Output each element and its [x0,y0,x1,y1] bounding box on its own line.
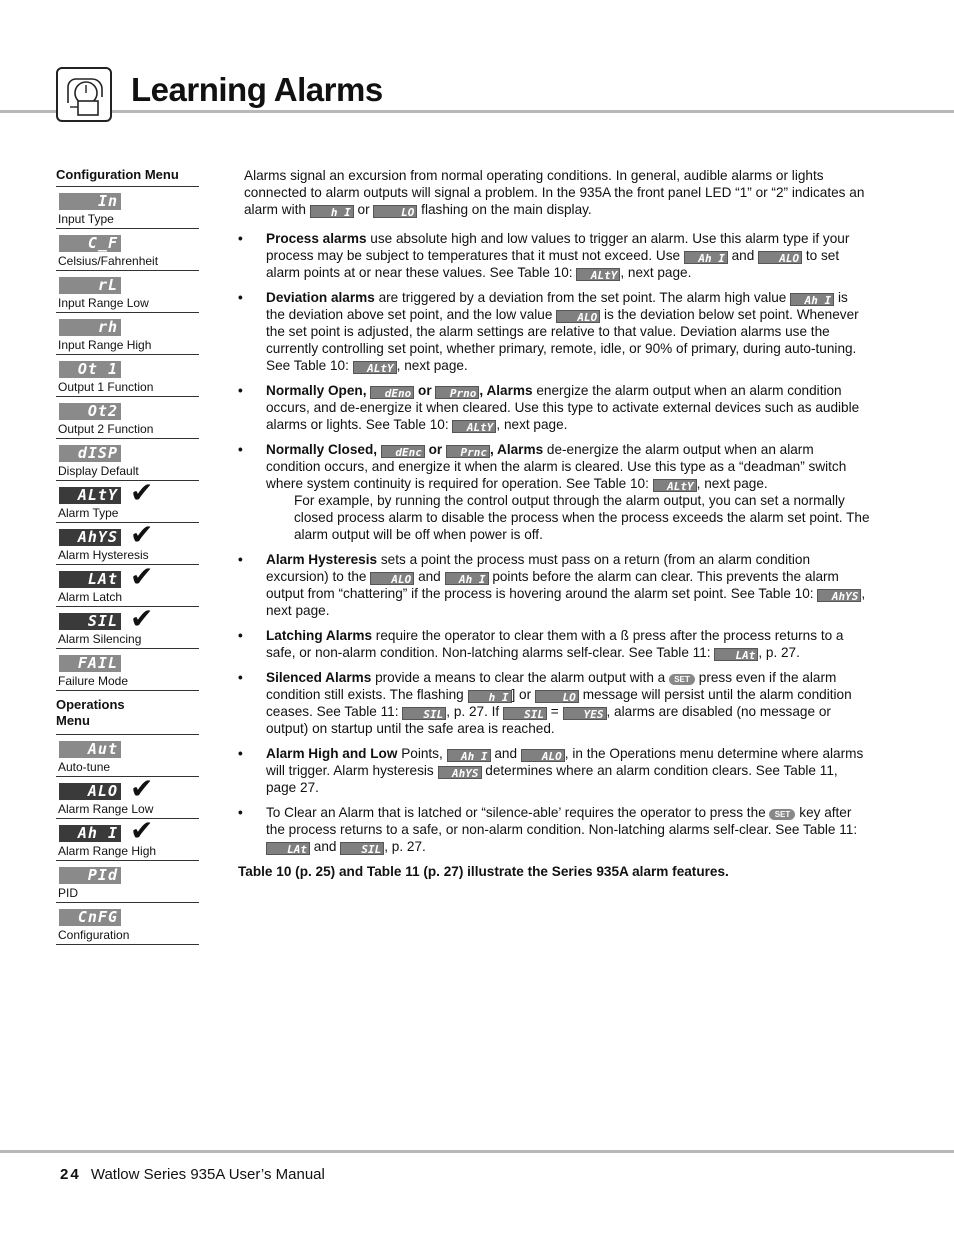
bullet-latching: • Latching Alarms require the operator to clear them with a ß press after the process returns to a safe, or non-alarm condition. Non-latching alarms self-clear. See Table 11: LAt , p. 27. [238,627,870,661]
checkmark-icon: ✔ [130,773,154,804]
example-paragraph: For example, by running the control output through the alarm output, you can set a normally closed process alarm to disable the process when the process exceeds the alarm set point. The alarm output will be off when power is off. [294,493,870,542]
checkmark-icon: ✔ [130,519,154,550]
lcd-code: ALO [59,783,121,800]
sidebar-item-label: Alarm Silencing [58,632,142,646]
ops-menu-heading: Operations Menu [56,697,125,728]
lcd-hi: h I [468,690,512,703]
sidebar-item [56,815,199,861]
lcd-code: Ah I [59,825,121,842]
sidebar-item-label: Display Default [58,464,139,478]
lcd-sil: SIL [340,842,384,855]
lcd-ahi: Ah I [790,293,834,306]
sidebar-item [56,649,199,691]
lcd-sil: SIL [503,707,547,720]
lcd-ahi: Ah I [447,749,491,762]
lcd-code: FAIL [59,655,121,672]
checkmark-icon: ✔ [130,561,154,592]
lcd-code: rh [59,319,121,336]
sidebar-item [56,271,199,313]
lcd-code: rL [59,277,121,294]
page-number: 24 [60,1166,81,1183]
lcd-code: In [59,193,121,210]
lcd-prno: Prno [435,386,479,399]
lcd-code: CnFG [59,909,121,926]
sidebar-item [56,439,199,481]
alarm-bell-icon [56,67,112,122]
sidebar-item [56,735,199,777]
sidebar-item-label: Output 2 Function [58,422,154,436]
lcd-code: dISP [59,445,121,462]
checkmark-icon: ✔ [130,477,154,508]
lcd-ahys: AhYS [438,766,482,779]
footer-title: Watlow Series 935A User’s Manual [90,1166,325,1183]
sidebar-item-label: Input Type [58,212,114,226]
bullet-normally-closed: • Normally Closed, dEnc or Prnc , Alarms de-energize the alarm output when an alarm condition occurs, and energize it when the alarm is cleared. Use this type as a “deadman” switch where system continuity is required for operation. See Table 10: ALtY , next page. For example, by running the control output through the alarm output, you can set a normally closed process alarm to disable the process when the process exceeds the alarm set point. The alarm output will be off when power is off. [238,441,870,543]
sidebar-item [56,477,199,523]
page-footer [60,1166,325,1183]
sidebar-item [56,397,199,439]
ops-menu-list [56,735,199,945]
sidebar-item-label: Celsius/Fahrenheit [58,254,159,268]
checkmark-icon: ✔ [130,815,154,846]
lcd-code: SIL [59,613,121,630]
sidebar-item-label: Auto-tune [58,760,111,774]
sidebar-item [56,603,199,649]
lcd-lo: LO [535,690,579,703]
lcd-code: ALtY [59,487,121,504]
sidebar-item-label: Configuration [58,928,130,942]
sidebar-item-label: Alarm Range High [58,844,157,858]
lcd-ahi: Ah I [445,572,489,585]
lcd-alo: ALO [758,251,802,264]
lcd-lat: LAt [714,648,758,661]
bullet-normally-open: • Normally Open, dEno or Prno , Alarms energize the alarm output when an alarm condition occurs, and de-energize it when cleared. Use this type to activate external devices such as audible alarms or lights. See Table 10: ALtY , next page. [238,382,870,433]
bullet-hysteresis: • Alarm Hysteresis sets a point the process must pass on a return (from an alarm condition excursion) to the ALO and Ah I points before the alarm can clear. This prevents the alarm output from “chattering” if the process is hovering around the alarm set point. See Table 10: AhYS , next page. [238,551,870,619]
lcd-denc: dEnc [381,445,425,458]
sidebar-item [56,903,199,945]
set-key-icon: SET [769,809,795,820]
lcd-prnc: Prnc [446,445,490,458]
lcd-alo: ALO [556,310,600,323]
alarm-bullets [238,230,870,855]
sidebar-item [56,773,199,819]
sidebar-item-label: PID [58,886,79,900]
sidebar-item [56,229,199,271]
lcd-hi: h I [310,205,354,218]
sidebar-item-label: Alarm Hysteresis [58,548,149,562]
config-menu-list [56,187,199,691]
lcd-sil: SIL [402,707,446,720]
lcd-code: PId [59,867,121,884]
sidebar-item [56,861,199,903]
lcd-code: LAt [59,571,121,588]
sidebar-item [56,561,199,607]
intro-paragraph: Alarms signal an excursion from normal operating conditions. In general, audible alarms or lights connected to alarm outputs will signal a problem. In the 935A the front panel LED “1” or “2” indicates an alarm with h I or LO flashing on the main display. [244,168,865,219]
sidebar-item-label: Input Range High [58,338,152,352]
lcd-ahys: AhYS [817,589,861,602]
menu-sidebar [56,167,199,945]
header-rule [0,110,954,113]
lcd-alty: ALtY [452,420,496,433]
sidebar-item-label: Output 1 Function [58,380,154,394]
lcd-alty: ALtY [353,361,397,374]
sidebar-item-label: Input Range Low [58,296,149,310]
lcd-ahi: Ah I [684,251,728,264]
sidebar-item-label: Failure Mode [58,674,129,688]
bullet-high-low: • Alarm High and Low Points, Ah I and ALO , in the Operations menu determine where alarms will trigger. Alarm hysteresis AhYS determines where an alarm condition clears. See Table 11, page 27. [238,745,870,796]
config-menu-heading: Configuration Menu [56,167,199,187]
lcd-lo: LO [373,205,417,218]
table-reference-note: Table 10 (p. 25) and Table 11 (p. 27) illustrate the Series 935A alarm features. [238,864,729,879]
lcd-alo: ALO [370,572,414,585]
lcd-code: Ot 1 [59,361,121,378]
lcd-alty: ALtY [653,479,697,492]
sidebar-item [56,355,199,397]
sidebar-item-label: Alarm Type [58,506,119,520]
lcd-yes: YES [563,707,607,720]
bullet-clear: • To Clear an Alarm that is latched or “silence-able’ requires the operator to press the SET key after the process returns to a safe, or non-alarm condition. Non-latching alarms self-clear. See Table 11: LAt and SIL , p. 27. [238,804,870,855]
checkmark-icon: ✔ [130,603,154,634]
lcd-code: C_F [59,235,121,252]
bullet-silenced: • Silenced Alarms provide a means to clear the alarm output with a SET press even if the alarm condition still exists. The flashing h I ] or LO message will persist until the alarm condition ceases. See Table 11: SIL , p. 27. If SIL = YES , alarms are disabled (no message or output) on startup until the safe area is reached. [238,669,870,737]
main-content [238,167,870,880]
lcd-alo: ALO [521,749,565,762]
bullet-deviation: • Deviation alarms are triggered by a deviation from the set point. The alarm high value Ah I is the deviation above set point, and the low value ALO is the deviation below set point. Whenever the set point is adjusted, the alarm settings are relative to that value. Deviation alarms use the currently controlling set point, whether primary, remote, idle, or 90% of primary, during auto-tuning. See Table 10: ALtY , next page. [238,289,870,374]
lcd-lat: LAt [266,842,310,855]
sidebar-item [56,519,199,565]
sidebar-item [56,313,199,355]
lcd-alty: ALtY [576,268,620,281]
page-title: Learning Alarms [131,71,383,108]
sidebar-item-label: Alarm Latch [58,590,123,604]
lcd-code: Aut [59,741,121,758]
lcd-code: Ot2 [59,403,121,420]
lcd-code: AhYS [59,529,121,546]
footer-rule [0,1150,954,1153]
sidebar-item [56,187,199,229]
sidebar-item-label: Alarm Range Low [58,802,154,816]
lcd-deno: dEno [370,386,414,399]
set-key-icon: SET [669,674,695,685]
bullet-process: • Process alarms use absolute high and low values to trigger an alarm. Use this alarm type if your process may be subject to temperatures that it must not exceed. Use Ah I and ALO to set alarm points at or near these values. See Table 10: ALtY , next page. [238,230,870,281]
